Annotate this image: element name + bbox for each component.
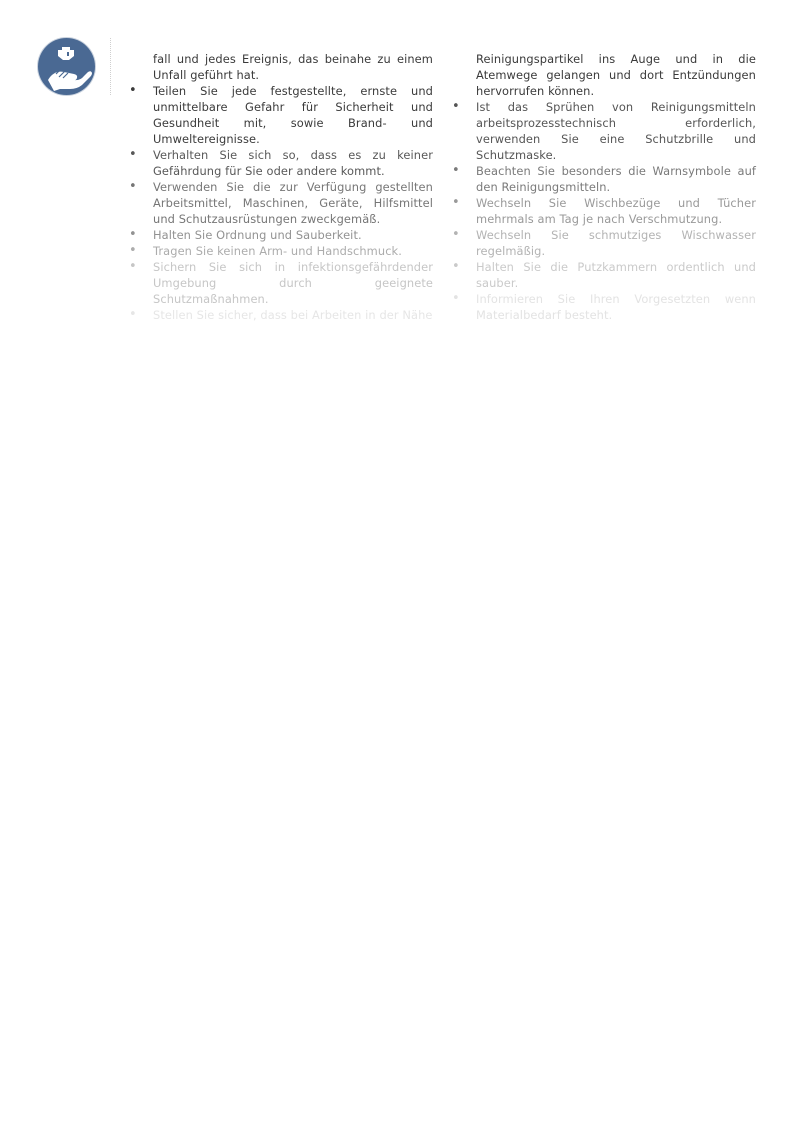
safety-list [476,99,756,323]
list-item: • Informieren Sie Ihren Vorgesetzten wenn Materialbedarf besteht. [476,291,756,323]
list-item: • Sichern Sie sich in infektionsgefährdender Umgebung durch geeignete Schutzmaßnahmen. [153,259,433,307]
list-item: • Halten Sie Ordnung und Sauberkeit. [153,227,433,243]
header-divider [110,38,111,95]
left-column [153,51,433,323]
list-item: • Verhalten Sie sich so, dass es zu keiner Gefährdung für Sie oder andere kommt. [153,147,433,179]
list-item: • Ist das Sprühen von Reinigungsmitteln arbeitsprozesstechnisch erforderlich, verwenden Sie eine Schutzbrille und Schutzmaske. [476,99,756,163]
continued-text: Reinigungspartikel ins Auge und in die Atemwege gelangen und dort Entzündungen hervorrufen können. [476,52,756,98]
list-item: • Teilen Sie jede festgestellte, ernste und unmittelbare Gefahr für Sicherheit und Gesundheit mit, sowie Brand- und Umweltereignisse. [153,83,433,147]
safety-list [153,83,433,323]
hand-wash-icon [38,38,95,95]
continued-text: fall und jedes Ereignis, das beinahe zu einem Unfall geführt hat. [153,52,433,82]
list-item: • Stellen Sie sicher, dass bei Arbeiten in der Nähe [153,307,433,323]
right-column [476,51,756,323]
list-item: • Verwenden Sie die zur Verfügung gestellten Arbeitsmittel, Maschinen, Geräte, Hilfsmittel und Schutzausrüstungen zweckgemäß. [153,179,433,227]
list-item: • Wechseln Sie schmutziges Wischwasser regelmäßig. [476,227,756,259]
list-item: • Beachten Sie besonders die Warnsymbole auf den Reinigungsmitteln. [476,163,756,195]
list-item: • Wechseln Sie Wischbezüge und Tücher mehrmals am Tag je nach Verschmutzung. [476,195,756,227]
list-item: • Tragen Sie keinen Arm- und Handschmuck. [153,243,433,259]
list-item: • Halten Sie die Putzkammern ordentlich und sauber. [476,259,756,291]
